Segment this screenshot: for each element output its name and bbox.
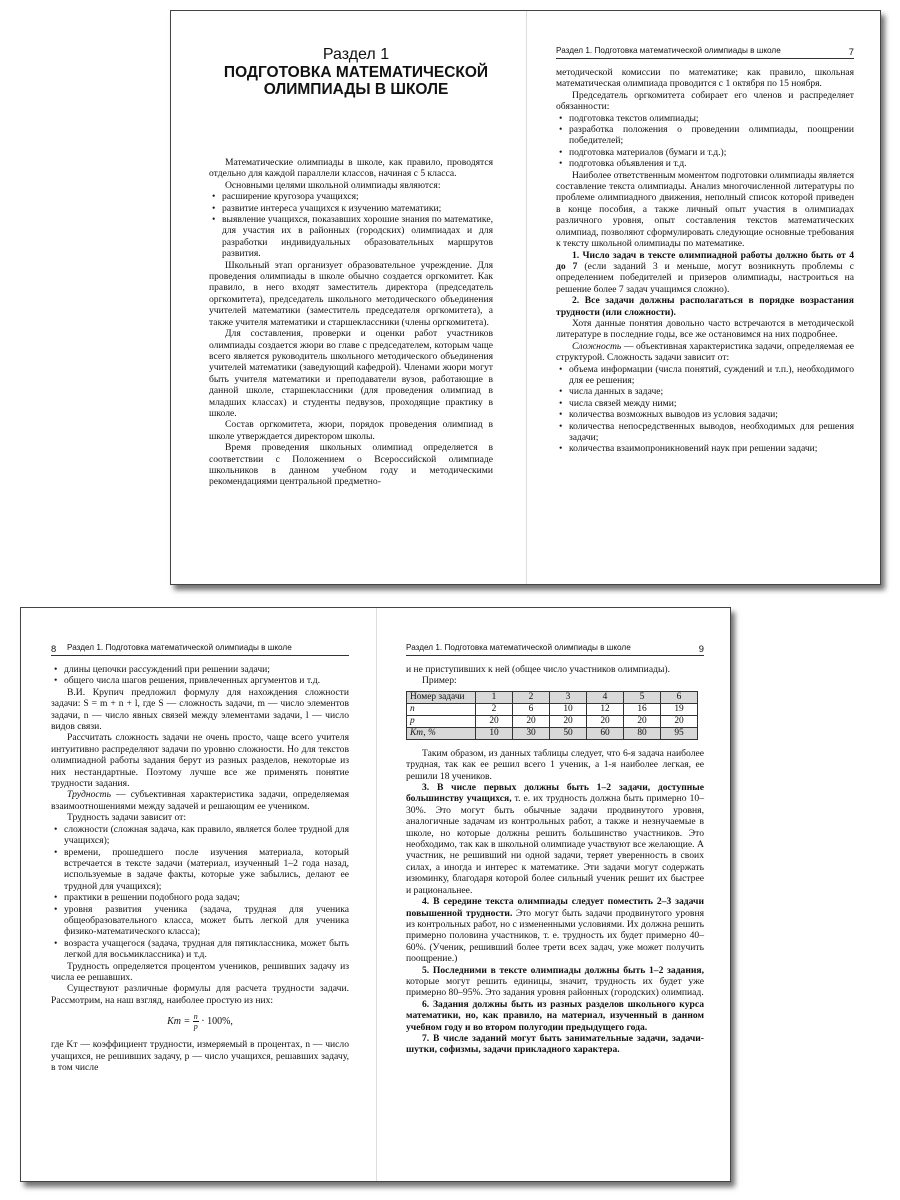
list-item: • подготовка материалов (бумаги и т.д.); [556,147,854,158]
section-title: ПОДГОТОВКА МАТЕМАТИЧЕСКОЙ ОЛИМПИАДЫ В ШКОЛЕ [223,64,489,98]
paragraph: Школьный этап организует образовательное учреждение. Для проведения олимпиады в школе обычно создается оргкомитет. Как правило, в него входят заместитель директора (председатель оргкомитета), председатель школьного методического объединения учителей математики (заместитель председателя оргкомитета), а также учителя математики и старшеклассники (члены оргкомитета). [209,259,493,328]
table-cell: 5 [624,691,661,703]
page-7-text [556,67,854,455]
list-item: • практики в решении подобного рода задач; [51,892,349,903]
table-row [407,691,698,703]
row-label: Номер задачи [407,691,476,703]
term-difficulty: Трудность [67,789,111,801]
requirement-4 [406,896,704,964]
paragraph: где Kт — коэффициент трудности, измеряемый в процентах, n — число учащихся, не решивших задачу, p — число учащихся, решавших задачу, в том числе [51,1039,349,1073]
table-cell: 6 [513,703,550,715]
running-head-title: Раздел 1. Подготовка математической олимпиады в школе [556,46,781,55]
example-table [406,691,698,740]
paragraph: Существуют различные формулы для расчета трудности задачи. Рассмотрим, на наш взгляд, наиболее простую из них: [51,983,349,1006]
list-item: • количества непосредственных выводов, необходимых для решения задачи; [556,421,854,444]
difficulty-formula [51,1012,349,1031]
paragraph: Математические олимпиады в школе, как правило, проводятся отдельно для каждой параллели классов, начиная с 5 класса. [209,157,493,180]
list-item: • возраста учащегося (задача, трудная для пятиклассника, может быть легкой для восьмиклассника) и т.д. [51,938,349,961]
requirement-heading: 5. Последними в тексте олимпиады должны быть 1–2 задания, [422,964,704,976]
list-item: • разработка положения о проведении олимпиады, поощрении победителей; [556,124,854,147]
page-number: 7 [848,46,854,57]
paragraph [51,789,349,812]
table-cell: 1 [476,691,513,703]
list-item: • подготовка объявления и т.д. [556,158,854,169]
table-cell: 3 [550,691,587,703]
running-head [406,643,704,656]
table-cell: 2 [513,691,550,703]
running-head-title: Раздел 1. Подготовка математической олимпиады в школе [67,643,292,652]
list-item: • общего числа шагов решения, привлеченных аргументов и т.д. [51,675,349,686]
list-item: • уровня развития ученика (задача, трудная для ученика общеобразовательного класса, может быть легкой для ученика физико-математического класса); [51,904,349,938]
book-spread-pages-6-7 [170,10,881,585]
table-cell: 4 [587,691,624,703]
requirement-5 [406,965,704,999]
page-section-opener [171,11,526,584]
table-row [407,703,698,715]
requirement-heading: 3. В числе первых должны быть 1–2 задачи, доступные большинству учащихся, [406,782,704,805]
requirement-heading: 1. Число задач в тексте олимпиадной работы должно быть от 4 до 7 [556,249,854,272]
table-cell: 20 [550,715,587,727]
list-item: • объема информации (числа понятий, суждений и т.п.), необходимого для ее решения; [556,364,854,387]
list-item: • сложности (сложная задача, как правило, является более трудной для учащихся); [51,824,349,847]
table-cell: 19 [661,703,698,715]
running-head [51,643,349,656]
definition-text: — объективная характеристика задачи, определяемая ее структурой. Сложность задачи зависит от: [556,340,854,364]
goals-list [209,191,493,259]
page-8-text [51,664,349,1073]
table-cell: 2 [476,703,513,715]
table-cell: 12 [587,703,624,715]
paragraph: методической комиссии по математике; как правило, школьная математическая олимпиада проводится с 1 октября по 15 ноября. [556,67,854,90]
paragraph: Для составления, проверки и оценки работ участников олимпиады создается жюри во главе с председателем, которым чаще всего является руководитель школьного методического объединения учителей математики (заведующий кафедрой). Членами жюри могут быть учителя математики и преподаватели вузов, работающие в данной школе, старшеклассники (для проведения олимпиад в младших классах) и студенты педвузов, проходящие практику в школе. [209,328,493,419]
page-number: 9 [698,643,704,654]
formula-numerator: n [193,1012,198,1022]
page-7 [526,11,881,584]
requirement-text: которые могут решить единицы, значит, трудность их будет уже примерно 80–95%. Это задания уровня районных (городских) олимпиад. [406,975,704,999]
formula-fraction [193,1012,199,1031]
list-item: • времени, прошедшего после изучения материала, который встречается в тексте задачи (материал, изученный 1–2 года назад, используемые в задаче факты, которые уже забылись, делают ее трудной для учащихся); [51,847,349,893]
running-head-title: Раздел 1. Подготовка математической олимпиады в школе [406,643,631,652]
page-9-text [406,664,704,1056]
requirement-text: (если заданий 3 и меньше, могут возникнуть проблемы с определением победителей и призеров олимпиады, настроиться на решение более 7 задач учащимся сложно). [556,260,854,295]
paragraph: Председатель оргкомитета собирает его членов и распределяет обязанности: [556,89,854,113]
list-item: • выявление учащихся, показавших хорошие знания по математике, для участия их в районных (городских) олимпиадах и для разработки индивидуальных образовательных маршрутов развития. [209,214,493,260]
row-label: Kт, % [407,727,476,739]
paragraph: Наиболее ответственным моментом подготовки олимпиады является составление текста олимпиады. Анализ многочисленной литературы по проблеме олимпиадного движения, неполный список которой приведен в конце пособия, а также личный опыт участия в олимпиадах различного уровня, опыт составления текстов математических олимпиад, позволяют сформулировать следующие основные требования к тексту школьной олимпиады по математике. [556,169,854,250]
table-cell: 6 [661,691,698,703]
definition-text: — субъективная характеристика задачи, определяемая взаимоотношениями между задачей и решающим ее учеником. [51,789,349,812]
paragraph: Таким образом, из данных таблицы следует, что 6-я задача наиболее трудная, так как ее решил всего 1 ученик, а 1-я наиболее легкая, ее решили 18 учеников. [406,747,704,782]
table-cell: 80 [624,727,661,739]
term-complexity: Сложность [572,340,622,352]
paragraph: Состав оргкомитета, жюри, порядок проведения олимпиад в школе утверждается директором школы. [209,419,493,442]
table-cell: 95 [661,727,698,739]
table-row [407,727,698,739]
duties-list [556,113,854,170]
requirement-heading: 4. В середине текста олимпиады следует поместить 2–3 задачи повышенной трудности. [406,896,704,919]
requirement-7: 7. В числе заданий могут быть занимательные задачи, задачи-шутки, софизмы, задачи прикладного характера. [406,1032,704,1056]
paragraph: Хотя данные понятия довольно часто встречаются в методической литературе в последние годы, все же остановимся на них подробнее. [556,317,854,341]
paragraph: Пример: [422,675,457,687]
table-cell: 20 [513,715,550,727]
requirement-1 [556,250,854,296]
list-item: • развитие интереса учащихся к изучению математики; [209,203,493,214]
paragraph: и не приступивших к ней (общее число участников олимпиады). [406,664,670,675]
table-cell: 16 [624,703,661,715]
formula-lhs: Kт = [167,1015,191,1027]
requirement-6: 6. Задания должны быть из разных разделов школьного курса математики, но, как правило, на материал, изученный в данном учебном году и во втором полугодии предыдущего года. [406,998,704,1033]
list-item: • количества возможных выводов из условия задачи; [556,409,854,420]
page-8 [21,608,376,1181]
list-item: • подготовка текстов олимпиады; [556,113,854,124]
book-spread-pages-8-9 [20,607,731,1182]
list-item: • количества взаимопроникновений наук при решении задачи; [556,443,854,454]
list-item: • числа данных в задаче; [556,386,854,397]
section-label: Раздел 1 [322,46,390,63]
list-item: • расширение кругозора учащихся; [209,191,493,202]
paragraph: Трудность задачи зависит от: [67,812,187,824]
requirement-2: 2. Все задачи должны располагаться в порядке возрастания трудности (или сложности). [556,295,854,318]
requirement-text: Это могут быть задачи продвинутого уровня из контрольных работ, но с измененными условиями. Их должна решить примерно половина участников, т. е. трудность их будет примерно 40–60%. (Ученик, решивший более трети всех задач, уже может получить поощрение.) [406,907,704,965]
table-cell: 60 [587,727,624,739]
complexity-list [556,364,854,455]
table-cell: 20 [624,715,661,727]
difficulty-list [51,824,349,961]
row-label: n [407,703,476,715]
page-9 [376,608,731,1181]
running-head [556,46,854,59]
paragraph: Рассчитать сложность задачи не очень просто, чаще всего учителя интуитивно распределяют задачи по уровню сложности. Но для текстов олимпиадной работы задания берут из разных разделов, некоторые из них нестандартные. Поэтому лучше все же применять понятие трудности задания. [51,732,349,790]
paragraph: Трудность определяется процентом учеников, решивших задачу из числа ее решавших. [51,960,349,983]
paragraph: В.И. Крупич предложил формулу для нахождения сложности задачи: S = m + n + l, где S — сложность задачи, m — число элементов задачи, n — число явных связей между элементами задачи, l — число видов связи. [51,686,349,733]
table-cell: 30 [513,727,550,739]
row-label: p [407,715,476,727]
complexity-list-continued [51,664,349,687]
paragraph: Основными целями школьной олимпиады являются: [225,179,441,191]
formula-rhs: · 100%, [201,1015,233,1027]
list-item: • длины цепочки рассуждений при решении задачи; [51,664,349,675]
table-cell: 10 [550,703,587,715]
table-cell: 20 [661,715,698,727]
list-item: • числа связей между ними; [556,398,854,409]
table-row [407,715,698,727]
table-cell: 20 [476,715,513,727]
requirement-text: т. е. их трудность должна быть примерно 10–30%. Это могут быть обычные задачи продвинутого уровня, аналогичные задачам из контрольных работ, а также и незнучаемые в школе, но которые должны решить большинство участников. Это необходимо, так как в школьной олимпиаде участвуют все желающие. А участник, не решивший ни одной задачи, теряет уверенность в своих силах, а иногда и интерес к математике. Эти задачи могут содержать изюминку, благодаря которой более сильный ученик решит их быстрее и рациональнее. [406,793,704,896]
table-cell: 20 [587,715,624,727]
table-cell: 10 [476,727,513,739]
page-number: 8 [51,643,57,654]
paragraph [556,341,854,364]
formula-denominator: p [193,1022,198,1032]
table-cell: 50 [550,727,587,739]
requirement-3 [406,782,704,896]
section-opener-text [209,157,493,488]
paragraph: Время проведения школьных олимпиад определяется в соответствии с Положением о Всероссийской олимпиаде школьников в данном учебном году и методическими рекомендациями центральной предметно- [209,442,493,488]
